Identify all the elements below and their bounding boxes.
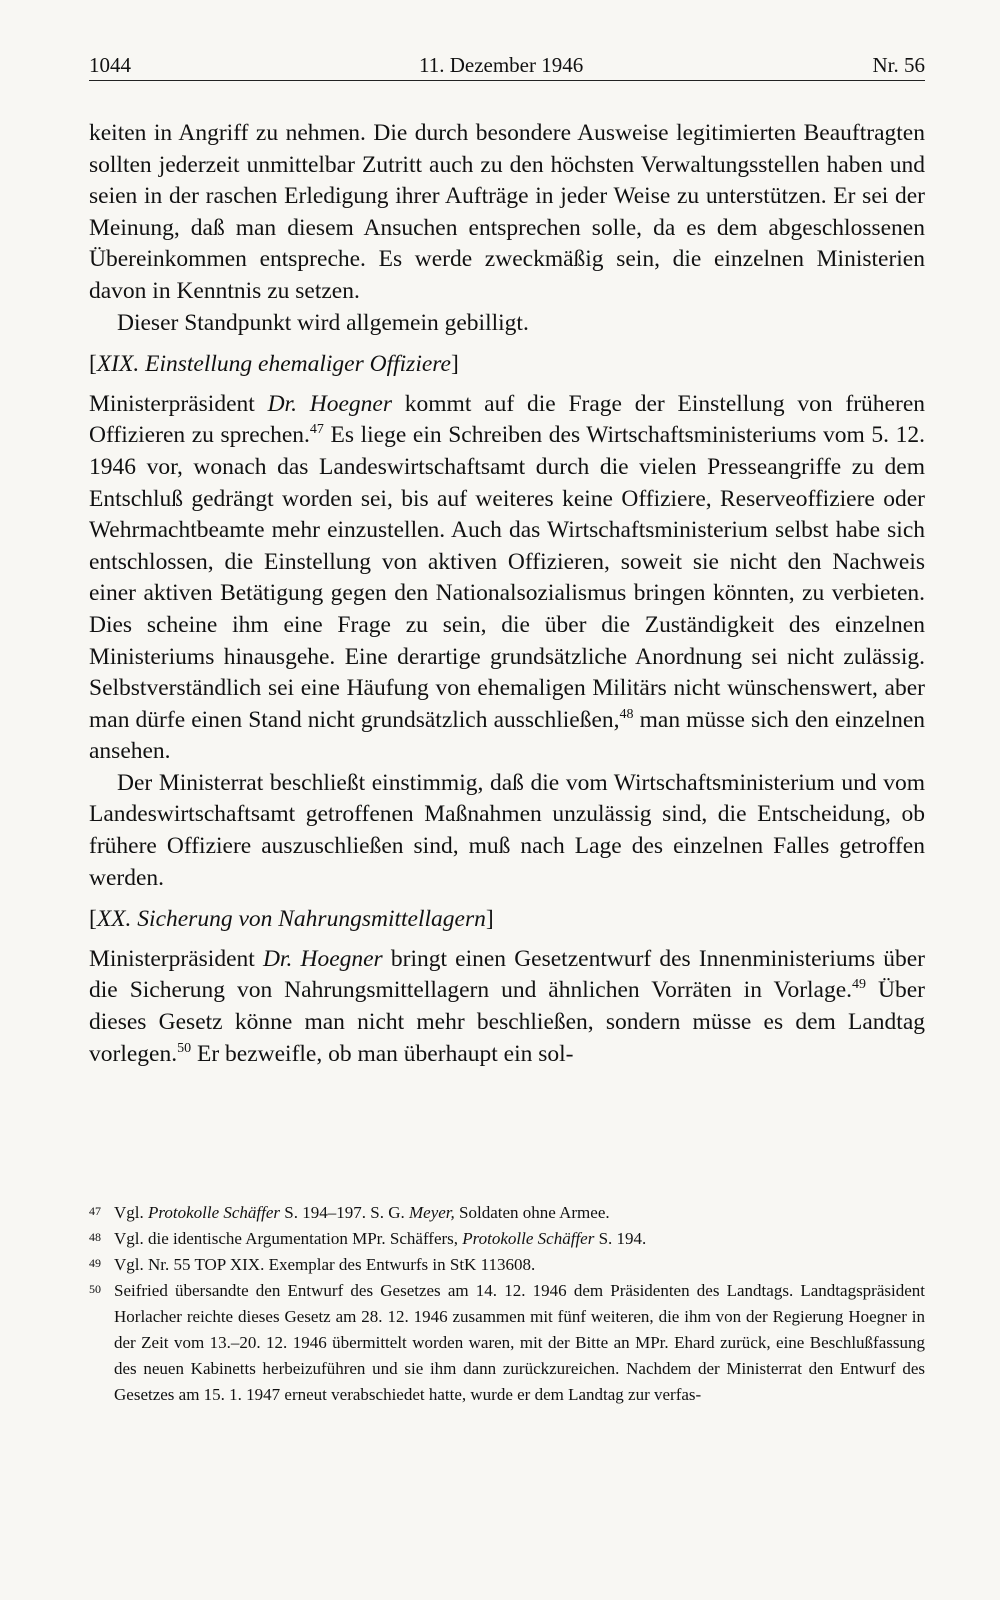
section-heading-xx-text: XX. Sicherung von Nahrungsmittellagern — [96, 906, 486, 933]
paragraph-officers: Ministerpräsident Dr. Hoegner kommt auf die Frage der Einstellung von früheren Offizieren zu sprechen.$^{47}$ Es liege ein Schreiben des Wirtschaftsministeriums vom 5. 12. 1946 vor, wonach das Landeswirtschaftsamt durch die vielen Presseangriffe zu dem Entschluß gedrängt worden sei, bis auf weiteres keine Offiziere, Reserveoffiziere oder Wehrmachtbeamte mehr einzustellen. Auch das Wirtschaftsministerium selbst habe sich entschlossen, die Einstellung von aktiven Offizieren, soweit sie nicht den Nachweis einer aktiven Betätigung gegen den Nationalsozialismus bringen könnten, zu verbieten. Dies scheine ihm eine Frage zu sein, die über die Zuständigkeit des einzelnen Ministeriums hinausgehe. Eine derartige grundsätzliche Anordnung sei nicht zulässig. Selbstverständlich sei eine Häufung von ehemaligen Militärs nicht wünschenswert, aber man dürfe einen Stand nicht grundsätzlich ausschließen,$^{48}$ man müsse sich den einzelnen ansehen. — [89, 390, 925, 765]
body-text — [89, 118, 925, 1070]
section-heading-xx: [XX. Sicherung von Nahrungsmittellagern] — [89, 906, 494, 933]
paragraph-continuation: keiten in Angriff zu nehmen. Die durch besondere Ausweise legitimierten Beauftragten sollten jederzeit unmittelbar Zutritt auch zu den höchsten Verwaltungsstellen haben und seien in der raschen Erledigung ihrer Aufträge in jeder Weise zu unterstützen. Er sei der Meinung, daß man diesem Ansuchen entsprechen solle, da es dem abgeschlossenen Übereinkommen entspreche. Es werde zweckmäßig sein, die einzelnen Ministerien davon in Kenntnis zu setzen. — [89, 120, 925, 304]
issue-number: Nr. 56 — [872, 53, 925, 77]
paragraph-food-storage: Ministerpräsident Dr. Hoegner bringt einen Gesetzentwurf des Innenministeriums über die Sicherung von Nahrungsmittellagern und ähnlichen Vorräten in Vorlage.$^{49}$ Über dieses Gesetz könne man nicht mehr beschließen, sondern müsse es dem Landtag vorlegen.$^{50}$ Er bezweifle, ob man überhaupt ein sol- — [89, 945, 926, 1067]
page-number: 1044 — [89, 53, 131, 77]
person-name: Dr. Hoegner — [262, 945, 383, 972]
section-heading-xix-text: XIX. Einstellung ehemaliger Offiziere — [96, 351, 451, 378]
footnote-number: 47 — [89, 1204, 101, 1218]
footnote-number: 48 — [89, 1230, 101, 1244]
person-name: Dr. Hoegner — [267, 390, 392, 417]
footnote-48: 48 Vgl. die identische Argumentation MPr. Schäffers, Protokolle Schäffer S. 194. — [89, 1226, 925, 1252]
paragraph-approval: Dieser Standpunkt wird allgemein gebilligt. — [117, 309, 529, 336]
footnote-49: 49 Vgl. Nr. 55 TOP XIX. Exemplar des Entwurfs in StK 113608. — [89, 1252, 925, 1278]
footnotes — [89, 1200, 925, 1408]
footnote-number: 49 — [89, 1256, 101, 1270]
footnote-47: 47 Vgl. Protokolle Schäffer S. 194–197. S. G. Meyer, Soldaten ohne Armee. — [89, 1200, 925, 1226]
footnote-ref-50[interactable]: 50 — [177, 1040, 192, 1056]
section-heading-xix: [XIX. Einstellung ehemaliger Offiziere] — [89, 351, 459, 378]
footnote-ref-47[interactable]: 47 — [309, 422, 324, 438]
footnote-ref-49[interactable]: 49 — [852, 977, 867, 993]
footnote-50: 50 Seifried übersandte den Entwurf des Gesetzes am 14. 12. 1946 dem Präsidenten des Landtags. Landtagspräsident Horlacher reichte dieses Gesetz am 28. 12. 1946 zusammen mit fünf weiteren, die ihm von der Regierung Hoegner in der Zeit vom 13.–20. 12. 1946 übermittelt worden waren, mit der Bitte an MPr. Ehard zurück, eine Beschlußfassung des neuen Kabinetts herbeizuführen und sie ihm dann zurückzureichen. Nachdem der Ministerrat den Entwurf des Gesetzes am 15. 1. 1947 erneut verabschiedet hatte, wurde er dem Landtag zur verfas- — [89, 1278, 925, 1408]
running-header — [89, 50, 925, 81]
footnote-ref-48[interactable]: 48 — [619, 706, 634, 722]
paragraph-decision: Der Ministerrat beschließt einstimmig, daß die vom Wirtschaftsministerium und vom Landeswirtschaftsamt getroffenen Maßnahmen unzulässig sind, die Entscheidung, ob frühere Offiziere auszuschließen sind, muß nach Lage des einzelnen Falles getroffen werden. — [89, 769, 925, 891]
footnote-number: 50 — [89, 1282, 101, 1296]
header-date: 11. Dezember 1946 — [419, 53, 584, 77]
